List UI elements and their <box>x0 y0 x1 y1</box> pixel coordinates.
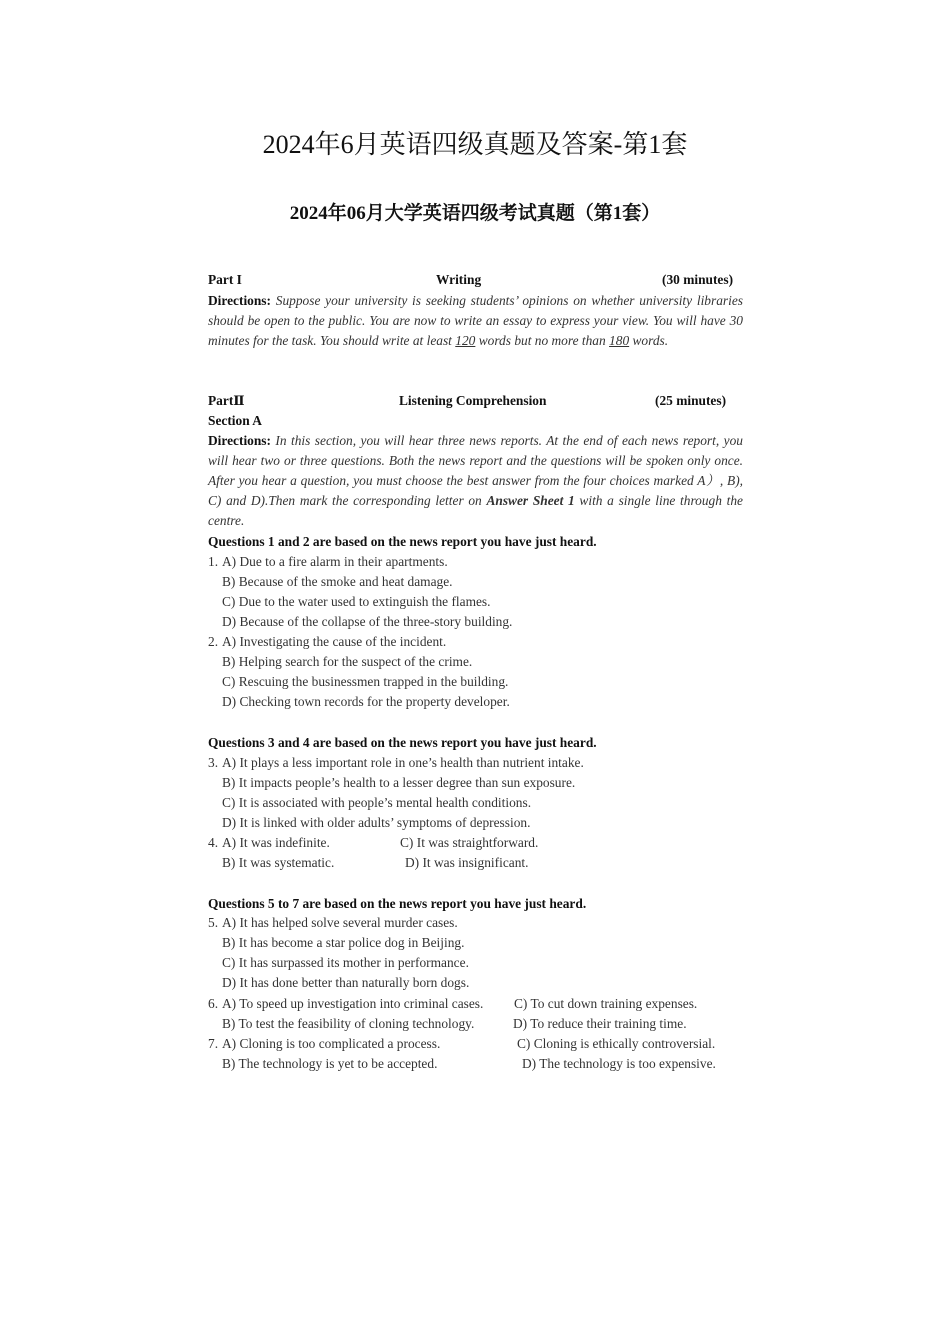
answer-option: A) It has helped solve several murder cases. <box>222 915 458 930</box>
question-number: 7. <box>208 1036 219 1051</box>
answer-option: A) Investigating the cause of the incident. <box>222 634 447 649</box>
question-group-heading: Questions 3 and 4 are based on the news report you have just heard. <box>208 735 597 750</box>
part2-time: (25 minutes) <box>655 393 727 408</box>
question-number: 5. <box>208 915 219 930</box>
min-words: 120 <box>455 333 476 349</box>
answer-option: D) It was insignificant. <box>405 855 529 870</box>
answer-option: B) Helping search for the suspect of the crime. <box>222 654 473 669</box>
answer-option: A) To speed up investigation into criminal cases. <box>222 996 484 1011</box>
answer-option: A) Cloning is too complicated a process. <box>222 1036 441 1051</box>
answer-option: C) Rescuing the businessmen trapped in the building. <box>222 674 509 689</box>
answer-option: A) Due to a fire alarm in their apartments. <box>222 554 448 569</box>
part1-label: Part I <box>208 272 242 287</box>
answer-option: C) It is associated with people’s mental health conditions. <box>222 795 532 810</box>
answer-option: C) To cut down training expenses. <box>514 996 698 1011</box>
part2-name: Listening Comprehension <box>399 393 547 408</box>
answer-option: B) The technology is yet to be accepted. <box>222 1056 438 1071</box>
directions-text: words. <box>632 333 669 349</box>
answer-option: B) It has become a star police dog in Beijing. <box>222 935 465 950</box>
directions-label: Directions: <box>208 293 271 308</box>
answer-option: C) It was straightforward. <box>400 835 539 850</box>
document-title: 2024年6月英语四级真题及答案-第1套 <box>262 130 688 159</box>
part1-time: (30 minutes) <box>662 272 734 287</box>
part1-directions <box>208 291 743 351</box>
answer-option: B) It impacts people’s health to a lesser degree than sun exposure. <box>222 775 576 790</box>
answer-option: A) It plays a less important role in one’s health than nutrient intake. <box>222 755 584 770</box>
part2-directions <box>208 431 743 531</box>
document-subtitle: 2024年06月大学英语四级考试真题（第1套） <box>289 203 661 224</box>
directions-text: In this section, you will hear three news reports. At the end of each news report, you will hear two or three questions. Both the news report and the questions will be spoken only once. After you hear a question, you must choose the best answer from the four choices marked A）, B), C) and D).Then mark the corresponding letter on <box>208 433 743 509</box>
question-number: 6. <box>208 996 219 1011</box>
answer-option: D) To reduce their training time. <box>513 1016 687 1031</box>
question-group-heading: Questions 5 to 7 are based on the news report you have just heard. <box>208 896 587 911</box>
answer-option: B) Because of the smoke and heat damage. <box>222 574 453 589</box>
answer-option: B) It was systematic. <box>222 855 335 870</box>
section-label: Section A <box>208 413 262 428</box>
answer-option: C) Due to the water used to extinguish the flames. <box>222 594 491 609</box>
max-words: 180 <box>609 333 630 349</box>
answer-option: D) Because of the collapse of the three-story building. <box>222 614 513 629</box>
question-number: 4. <box>208 835 219 850</box>
answer-option: B) To test the feasibility of cloning technology. <box>222 1016 475 1031</box>
directions-text: Suppose your university is seeking students’ opinions on whether university libraries should be open to the public. You are now to write an essay to express your view. You will have 30 minutes for the task. You should write at least <box>208 293 743 349</box>
answer-sheet-label: Answer Sheet 1 <box>486 493 575 509</box>
directions-text: with a single line through the centre. <box>208 493 743 529</box>
part2-label: PartⅡ <box>208 393 245 408</box>
answer-option: C) It has surpassed its mother in performance. <box>222 955 469 970</box>
directions-text: words but no more than <box>478 333 606 349</box>
answer-option: C) Cloning is ethically controversial. <box>517 1036 716 1051</box>
part1-name: Writing <box>436 272 482 287</box>
answer-option: D) Checking town records for the property developer. <box>222 694 510 709</box>
answer-option: A) It was indefinite. <box>222 835 330 850</box>
answer-option: D) It is linked with older adults’ symptoms of depression. <box>222 815 531 830</box>
answer-option: D) It has done better than naturally born dogs. <box>222 975 470 990</box>
question-group-heading: Questions 1 and 2 are based on the news report you have just heard. <box>208 534 597 549</box>
directions-label: Directions: <box>208 433 271 448</box>
question-number: 1. <box>208 554 219 569</box>
question-number: 3. <box>208 755 219 770</box>
question-number: 2. <box>208 634 219 649</box>
answer-option: D) The technology is too expensive. <box>522 1056 716 1071</box>
